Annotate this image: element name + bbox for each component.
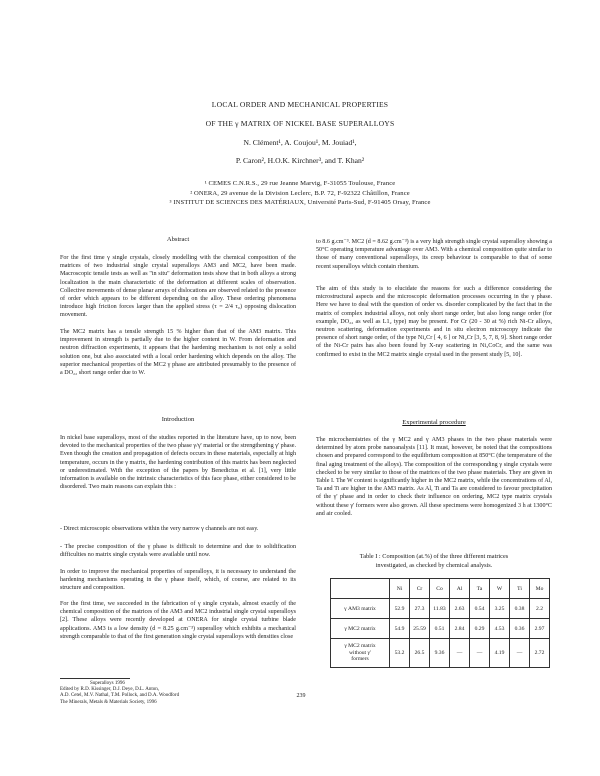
footnote-line-1: Superalloys 1996 [90, 681, 125, 686]
table-cell: 9.36 [430, 639, 450, 668]
table-row-label-line3: formers [351, 656, 369, 663]
footnote-line-3: A.D. Cetel, M.V. Nathal, T.M. Pollock, and D.A. Woodford [60, 693, 180, 699]
table-cell: 27.3 [410, 599, 430, 619]
table-row-label-line1: γ MC2 matrix [344, 643, 376, 650]
introduction-paragraph-1: In nickel base superalloys, most of the studies reported in the literature have, up to now, been devoted to the mechanical properties of the two phase γ/γ' material or the strengthening γ' phase. Even though the creation and propagation of defects occurs in these materials, especially at high temperature, occurs in the γ matrix, the hardening contribution of this matrix has been neglected or underestimated. With the exception of the papers by Benedictus et al. [1], very little information is available on the intrinsic characteristics of this face phase, either considered to be disordered. Two main reasons can explain this : [60, 435, 296, 491]
table-cell: — [470, 639, 490, 668]
table-row-label: γ AM3 matrix [331, 599, 390, 619]
table-cell: 11.83 [430, 599, 450, 619]
table-row-label-line2: without γ' [349, 649, 371, 656]
table-corner-cell [331, 579, 390, 599]
footnote-rule [60, 678, 130, 679]
table-cell: 0.54 [470, 599, 490, 619]
table-col-header: Mo [530, 579, 550, 599]
table-cell: 2.2 [530, 599, 550, 619]
table-cell: 4.19 [490, 639, 510, 668]
experimental-heading: Experimental procedure [402, 419, 466, 426]
table-cell: 2.72 [530, 639, 550, 668]
introduction-heading: Introduction [161, 416, 195, 423]
table-col-header: Cr [410, 579, 430, 599]
right-paragraph-3: The microchemistries of the γ MC2 and γ AM3 phases in the two phase materials were determined by atom probe nanoanalysis [11]. It must, however, be noted that the compositions chosen and prepared correspond to the equilibrium composition at 850°C (the temperature of the final aging treatment of the alloys). The composition of the corresponding γ single crystals were checked to be very similar to those of the matrices of the two phase materials. They are given in Table I. The W content is significantly higher in the MC2 matrix, while the concentrations of Al, Ta and Ti are higher in the AM3 matrix. As Al, Ti and Ta are considered to favour precipitation of the γ' phase and in order to check their influence on ordering, MC2 type matrix crystals without these γ' formers were also grown. All these specimens were homogenized 3 h at 1300°C and air cooled. [316, 437, 552, 517]
authors-line1: N. Clément¹, A. Coujou¹, M. Jouiad¹, [243, 138, 357, 147]
paper-title-line1: LOCAL ORDER AND MECHANICAL PROPERTIES [211, 100, 389, 109]
abstract-paragraph-2: The MC2 matrix has a tensile strength 15 % higher than that of the AM3 matrix. This improvement in strength is partially due to the higher content in W. From deformation and neutron diffraction experiments, it appears that the hardening mechanism is not only a solid solution one, but also associated with a local order hardening which depends on the alloy. The superior mechanical properties of the MC2 γ phase are attributed presumably to the presence of a DO₂₂ short range order due to W. [60, 329, 296, 377]
table-caption-line2: investigated, as checked by chemical analysis. [375, 562, 493, 569]
abstract-paragraph-1: For the first time γ single crystals, closely modelling with the chemical composition of the matrices of two industrial single crystal superalloys AM3 and MC2, have been made. Macroscopic tensile tests as well as "in situ" deformation tests show that in both alloys a strong localization is the main characteristic of the deformation at different scales of observation. Collective movements of dense planar arrays of dislocations are observed related to the presence of order which appears to be different depending on the alloy. These ordering phenomena introduce high friction forces larger than the applied stress (τ = 2/4 τ₀) opposing dislocation movement. [60, 255, 296, 319]
paper-title-line2: OF THE γ MATRIX OF NICKEL BASE SUPERALLOYS [205, 119, 395, 128]
table-col-header: Ni [390, 579, 410, 599]
table-cell: 0.38 [510, 599, 530, 619]
introduction-paragraph-2: In order to improve the mechanical properties of superalloys, it is necessary to understand the hardening mechanisms operating in the γ phase itself, which, of course, are related to its structure and composition. [60, 569, 296, 592]
table-header-row [331, 579, 550, 599]
table-cell: 2.84 [450, 619, 470, 639]
footnote-line-2: Edited by R.D. Kissinger, D.J. Deye, D.L. Anton, [60, 687, 159, 693]
table-row [331, 619, 550, 639]
table-caption-line1: Table I : Composition (at.%) of the three different matrices [359, 553, 509, 560]
table-cell: 52.9 [390, 599, 410, 619]
affiliation-1: ¹ CEMES C.N.R.S., 29 rue Jeanne Marvig, F-31055 Toulouse, France [204, 180, 396, 187]
table-cell: 2.63 [450, 599, 470, 619]
composition-table [330, 578, 550, 668]
introduction-paragraph-3: For the first time, we succeeded in the fabrication of γ single crystals, almost exactly of the chemical composition of the matrices of the AM3 and MC2 industrial single crystal superalloys [2]. These alloys were recently developed at ONERA for single crystal turbine blade applications. AM3 is a low density (d = 8.25 g.cm⁻³) superalloy which exhibits a mechanical strength comparable to that of the first generation single crystal superalloys with densities close [60, 601, 296, 640]
right-paragraph-2: The aim of this study is to elucidate the reasons for such a difference considering the microstructural aspects and the microscopic deformation processes occurring in the γ phase. Here we have to deal with the question of order vs. disorder complicated by the fact that in the matrix of complex industrial alloys, not only short range order, but also long range order (for example, DO₂₂ as well as L1₂ type) may be present. For Cr (20 - 30 at %) rich Ni-Cr alloys, neutron scattering, deformation experiments and in situ electron microscopy indicate the presence of short range order, of the type Ni₂Cr [ 4, 6 ] or Ni₂Cr [3, 5, 7, 8, 9]. Short range order of the Ni-Cr pairs has also been found by X-ray scattering in Ni₃CoCr, and the same was confirmed to exist in the MC2 matrix single crystal used in the present study [5, 10]. [316, 286, 552, 358]
table-cell: 2.97 [530, 619, 550, 639]
table-row-label: γ MC2 matrix [331, 619, 390, 639]
affiliation-2: ² ONERA, 29 avenue de la Division Leclerc, B.P. 72, F-92322 Châtillon, France [190, 190, 410, 197]
table-cell: 0.51 [430, 619, 450, 639]
table-cell: 3.25 [490, 599, 510, 619]
table-row-label [331, 639, 390, 668]
table-col-header: Al [450, 579, 470, 599]
table-col-header: Ta [470, 579, 490, 599]
table-col-header: Ti [510, 579, 530, 599]
table-col-header: W [490, 579, 510, 599]
right-paragraph-1: to 8.6 g.cm⁻³. MC2 (d = 8.62 g.cm⁻³) is a very high strength single crystal superalloy showing a 50°C operating temperature advantage over AM3. With a chemical composition quite similar to those of many conventional superalloys, its creep behaviour is comparable to that of some recent superalloys which contain rhenium. [316, 239, 552, 270]
table-cell: 26.5 [410, 639, 430, 668]
table-cell: 54.9 [390, 619, 410, 639]
table-cell: — [510, 639, 530, 668]
table-cell: 53.2 [390, 639, 410, 668]
footnote [60, 681, 260, 706]
table-col-header: Co [430, 579, 450, 599]
table-row [331, 599, 550, 619]
abstract-heading: Abstract [166, 236, 190, 243]
authors-line2: P. Caron², H.O.K. Kirchner³, and T. Khan² [235, 156, 365, 165]
affiliation-3: ³ INSTITUT DE SCIENCES DES MATÉRIAUX, Université Paris-Sud, F-91405 Orsay, France [169, 199, 431, 206]
table-cell: — [450, 639, 470, 668]
footnote-line-4: The Minerals, Metals & Materials Society, 1996 [60, 699, 157, 705]
table-cell: 25.59 [410, 619, 430, 639]
table-row [331, 639, 550, 668]
table-cell: 0.36 [510, 619, 530, 639]
table-cell: 4.53 [490, 619, 510, 639]
introduction-bullet-2: - The precise composition of the γ phase is difficult to determine and due to solidification difficulties no matrix single crystals were available until now. [60, 544, 296, 559]
table-cell: 0.29 [470, 619, 490, 639]
introduction-bullet-1: - Direct microscopic observations within the very narrow γ channels are not easy. [60, 526, 259, 532]
page-number: 239 [296, 693, 306, 699]
